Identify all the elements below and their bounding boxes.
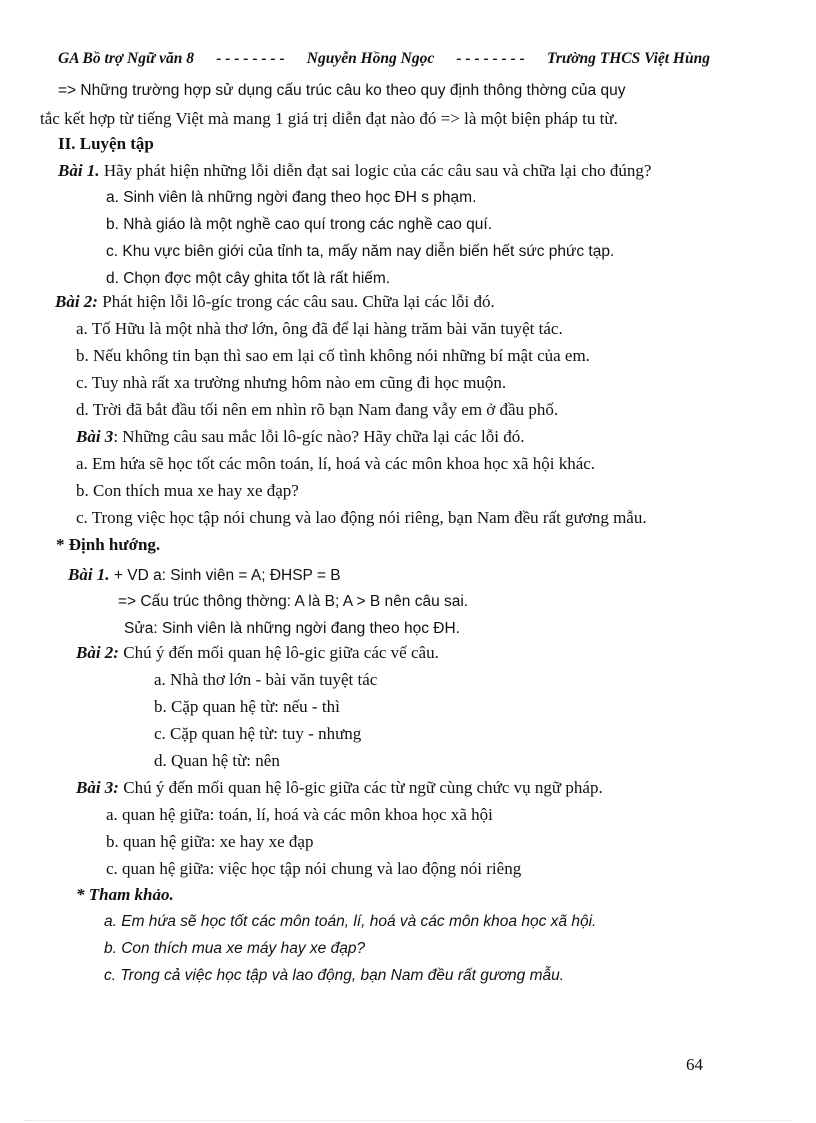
guidance-text: + VD a: Sinh viên = A; ĐHSP = B xyxy=(109,567,341,584)
header-school: Trường THCS Việt Hùng xyxy=(546,50,710,67)
section-title: II. Luyện tập xyxy=(58,134,154,153)
guidance-3-item: b. quan hệ giữa: xe hay xe đạp xyxy=(106,832,314,851)
guidance-text: Chú ý đến mối quan hệ lô-gic giữa các từ ngữ cùng chức vụ ngữ pháp. xyxy=(118,778,603,797)
header-separator: - - - - - - - - xyxy=(456,50,525,67)
reference-title: * Tham khảo. xyxy=(76,885,174,904)
guidance-1 xyxy=(68,564,341,587)
exercise-label: Bài 2: xyxy=(76,643,119,662)
page-number: 64 xyxy=(686,1055,703,1074)
exercise-text: Hãy phát hiện những lỗi diễn đạt sai logic của các câu sau và chữa lại cho đúng? xyxy=(99,161,652,180)
exercise-3-item: a. Em hứa sẽ học tốt các môn toán, lí, hoá và các môn khoa học xã hội khác. xyxy=(76,454,596,473)
header-separator: - - - - - - - - xyxy=(216,50,285,67)
guidance-1-line: Sửa: Sinh viên là những ngời đang theo học ĐH. xyxy=(124,620,460,637)
reference-item: b. Con thích mua xe máy hay xe đạp? xyxy=(104,940,366,957)
guidance-text: Chú ý đến mối quan hệ lô-gic giữa các vế câu. xyxy=(118,643,439,662)
reference-item: a. Em hứa sẽ học tốt các môn toán, lí, hoá và các môn khoa học xã hội. xyxy=(104,913,597,930)
exercise-2-item: a. Tố Hữu là một nhà thơ lớn, ông đã để lại hàng trăm bài văn tuyệt tác. xyxy=(76,319,563,338)
exercise-1-item: a. Sinh viên là những ngời đang theo học ĐH s phạm. xyxy=(106,189,477,206)
reference-item: c. Trong cả việc học tập và lao động, bạn Nam đều rất gương mẫu. xyxy=(104,967,565,984)
page-bottom-divider xyxy=(24,1120,792,1121)
guidance-2-item: b. Cặp quan hệ từ: nếu - thì xyxy=(154,697,340,716)
guidance-3-item: a. quan hệ giữa: toán, lí, hoá và các môn khoa học xã hội xyxy=(106,805,493,824)
exercise-label: Bài 1. xyxy=(68,565,110,584)
exercise-2-prompt xyxy=(55,291,495,313)
intro-line: tắc kết hợp từ tiếng Việt mà mang 1 giá trị diễn đạt nào đó => là một biện pháp tu từ. xyxy=(40,109,618,128)
exercise-2-item: c. Tuy nhà rất xa trường nhưng hôm nào em cũng đi học muộn. xyxy=(76,373,507,392)
guidance-3 xyxy=(76,777,603,799)
guidance-2-item: c. Cặp quan hệ từ: tuy - nhưng xyxy=(154,724,362,743)
exercise-3-prompt xyxy=(76,426,524,448)
guidance-3-item: c. quan hệ giữa: việc học tập nói chung và lao động nói riêng xyxy=(106,859,522,878)
exercise-label: Bài 2: xyxy=(55,292,98,311)
guidance-title: * Định hướng. xyxy=(56,535,161,554)
exercise-label: Bài 3 xyxy=(76,427,114,446)
guidance-2 xyxy=(76,642,439,664)
exercise-2-item: d. Trời đã bắt đầu tối nên em nhìn rõ bạn Nam đang vẫy em ở đầu phố. xyxy=(76,400,559,419)
exercise-text: Phát hiện lỗi lô-gíc trong các câu sau. Chữa lại các lỗi đó. xyxy=(97,292,495,311)
header-author: Nguyễn Hồng Ngọc xyxy=(306,50,435,67)
exercise-3-item: b. Con thích mua xe hay xe đạp? xyxy=(76,481,299,500)
guidance-2-item: a. Nhà thơ lớn - bài văn tuyệt tác xyxy=(154,670,378,689)
exercise-1-prompt xyxy=(58,160,651,182)
exercise-1-item: d. Chọn đợc một cây ghita tốt là rất hiếm. xyxy=(106,270,391,287)
guidance-2-item: d. Quan hệ từ: nên xyxy=(154,751,280,770)
exercise-1-item: c. Khu vực biên giới của tỉnh ta, mấy năm nay diễn biến hết sức phức tạp. xyxy=(106,243,615,260)
exercise-label: Bài 1. xyxy=(58,161,100,180)
header-course: GA Bồ trợ Ngữ văn 8 xyxy=(58,50,195,67)
exercise-2-item: b. Nếu không tin bạn thì sao em lại cố tình không nói những bí mật của em. xyxy=(76,346,590,365)
intro-line: => Những trường hợp sử dụng cấu trúc câu ko theo quy định thông thờng của quy xyxy=(58,82,626,99)
exercise-label: Bài 3: xyxy=(76,778,119,797)
exercise-text: : Những câu sau mắc lỗi lô-gíc nào? Hãy chữa lại các lỗi đó. xyxy=(113,427,525,446)
page-header xyxy=(58,50,710,74)
guidance-1-line: => Cấu trúc thông thờng: A là B; A > B nên câu sai. xyxy=(118,593,469,610)
exercise-3-item: c. Trong việc học tập nói chung và lao động nói riêng, bạn Nam đều rất gương mẫu. xyxy=(76,508,647,527)
exercise-1-item: b. Nhà giáo là một nghề cao quí trong các nghề cao quí. xyxy=(106,216,493,233)
